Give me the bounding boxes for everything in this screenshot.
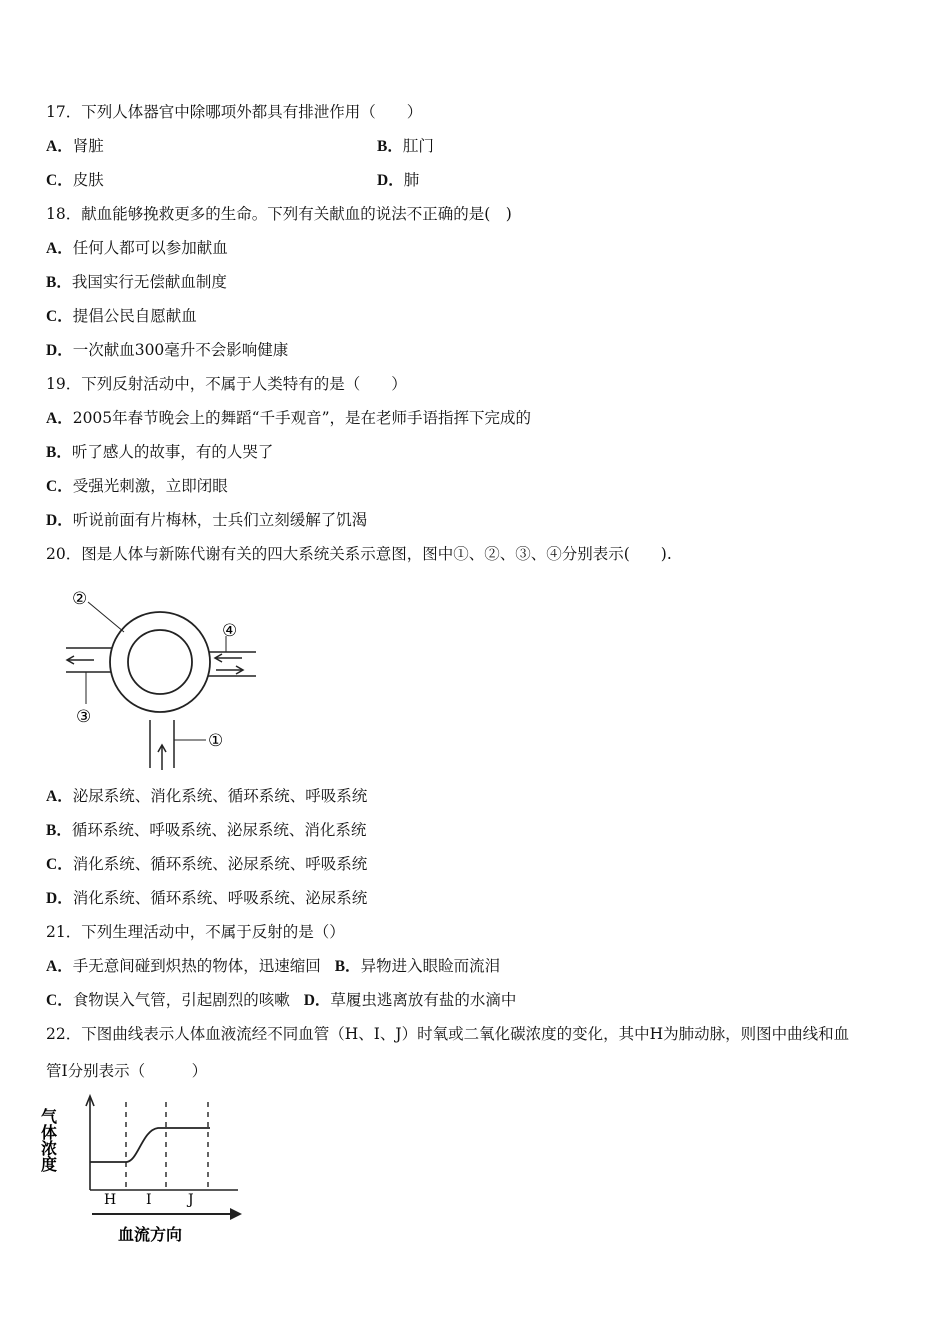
q18-option-a: A．任何人都可以参加献血 (46, 239, 228, 257)
label-3: ③ (76, 707, 92, 727)
label-1: ① (208, 731, 224, 751)
q21-option-c: C．食物误入气管，引起剧烈的咳嗽 (46, 991, 290, 1009)
q19-option-a: A．2005年春节晚会上的舞蹈“千手观音”，是在老师手语指挥下完成的 (46, 409, 531, 427)
q20-option-d: D．消化系统、循环系统、呼吸系统、泌尿系统 (46, 889, 368, 907)
category-h: H (104, 1192, 117, 1208)
q19-stem: 19．下列反射活动中，不属于人类特有的是（ ） (46, 375, 407, 393)
q17-option-c: C．皮肤 (46, 171, 104, 189)
q20-stem: 20．图是人体与新陈代谢有关的四大系统关系示意图，图中①、②、③、④分别表示( ). (46, 545, 672, 563)
q18-option-c: C．提倡公民自愿献血 (46, 307, 197, 325)
q18-option-b: B．我国实行无偿献血制度 (46, 273, 227, 291)
q21-options-cd (46, 990, 516, 1011)
chart-xlabel: 血流方向 (118, 1225, 183, 1244)
category-i: I (146, 1192, 152, 1208)
q21-option-a: A．手无意间碰到炽热的物体，迅速缩回 (46, 957, 321, 975)
gas-concentration-curve (90, 1128, 210, 1162)
q19-option-d: D．听说前面有片梅林，士兵们立刻缓解了饥渴 (46, 511, 368, 529)
q17-option-a: A．肾脏 (46, 137, 104, 155)
flow-arrow-head (230, 1208, 242, 1220)
inner-ring (128, 630, 192, 694)
q21-stem: 21．下列生理活动中，不属于反射的是（） (46, 923, 345, 941)
q17-option-d: D．肺 (377, 171, 420, 189)
q21-option-b: B．异物进入眼睑而流泪 (334, 957, 501, 975)
q22-gas-chart (38, 1090, 256, 1250)
q19-option-c: C．受强光刺激，立即闭眼 (46, 477, 228, 495)
label-2: ② (72, 589, 88, 609)
q20-option-b: B．循环系统、呼吸系统、泌尿系统、消化系统 (46, 821, 367, 839)
q20-option-a: A．泌尿系统、消化系统、循环系统、呼吸系统 (46, 787, 368, 805)
q17-stem: 17．下列人体器官中除哪项外都具有排泄作用（ ） (46, 103, 423, 121)
chart-ylabel: 气体浓度 (38, 1108, 58, 1172)
leader-2 (88, 602, 124, 632)
q17-option-b: B．肛门 (377, 137, 434, 155)
q20-system-diagram (46, 580, 256, 780)
category-j: J (188, 1192, 194, 1208)
q18-stem: 18．献血能够挽救更多的生命。下列有关献血的说法不正确的是( ) (46, 205, 512, 223)
q22-stem-line1: 22．下图曲线表示人体血液流经不同血管（H、I、J）时氧或二氧化碳浓度的变化，其中H为肺动脉，则图中曲线和血 (46, 1025, 850, 1043)
q18-option-d: D．一次献血300毫升不会影响健康 (46, 341, 289, 359)
q20-option-c: C．消化系统、循环系统、泌尿系统、呼吸系统 (46, 855, 368, 873)
q19-option-b: B．听了感人的故事，有的人哭了 (46, 443, 274, 461)
q21-options-ab (46, 956, 500, 977)
label-4: ④ (222, 621, 238, 641)
q22-stem-line2: 管Ⅰ分别表示（ ） (46, 1062, 208, 1080)
q21-option-d: D．草履虫逃离放有盐的水滴中 (303, 991, 517, 1009)
